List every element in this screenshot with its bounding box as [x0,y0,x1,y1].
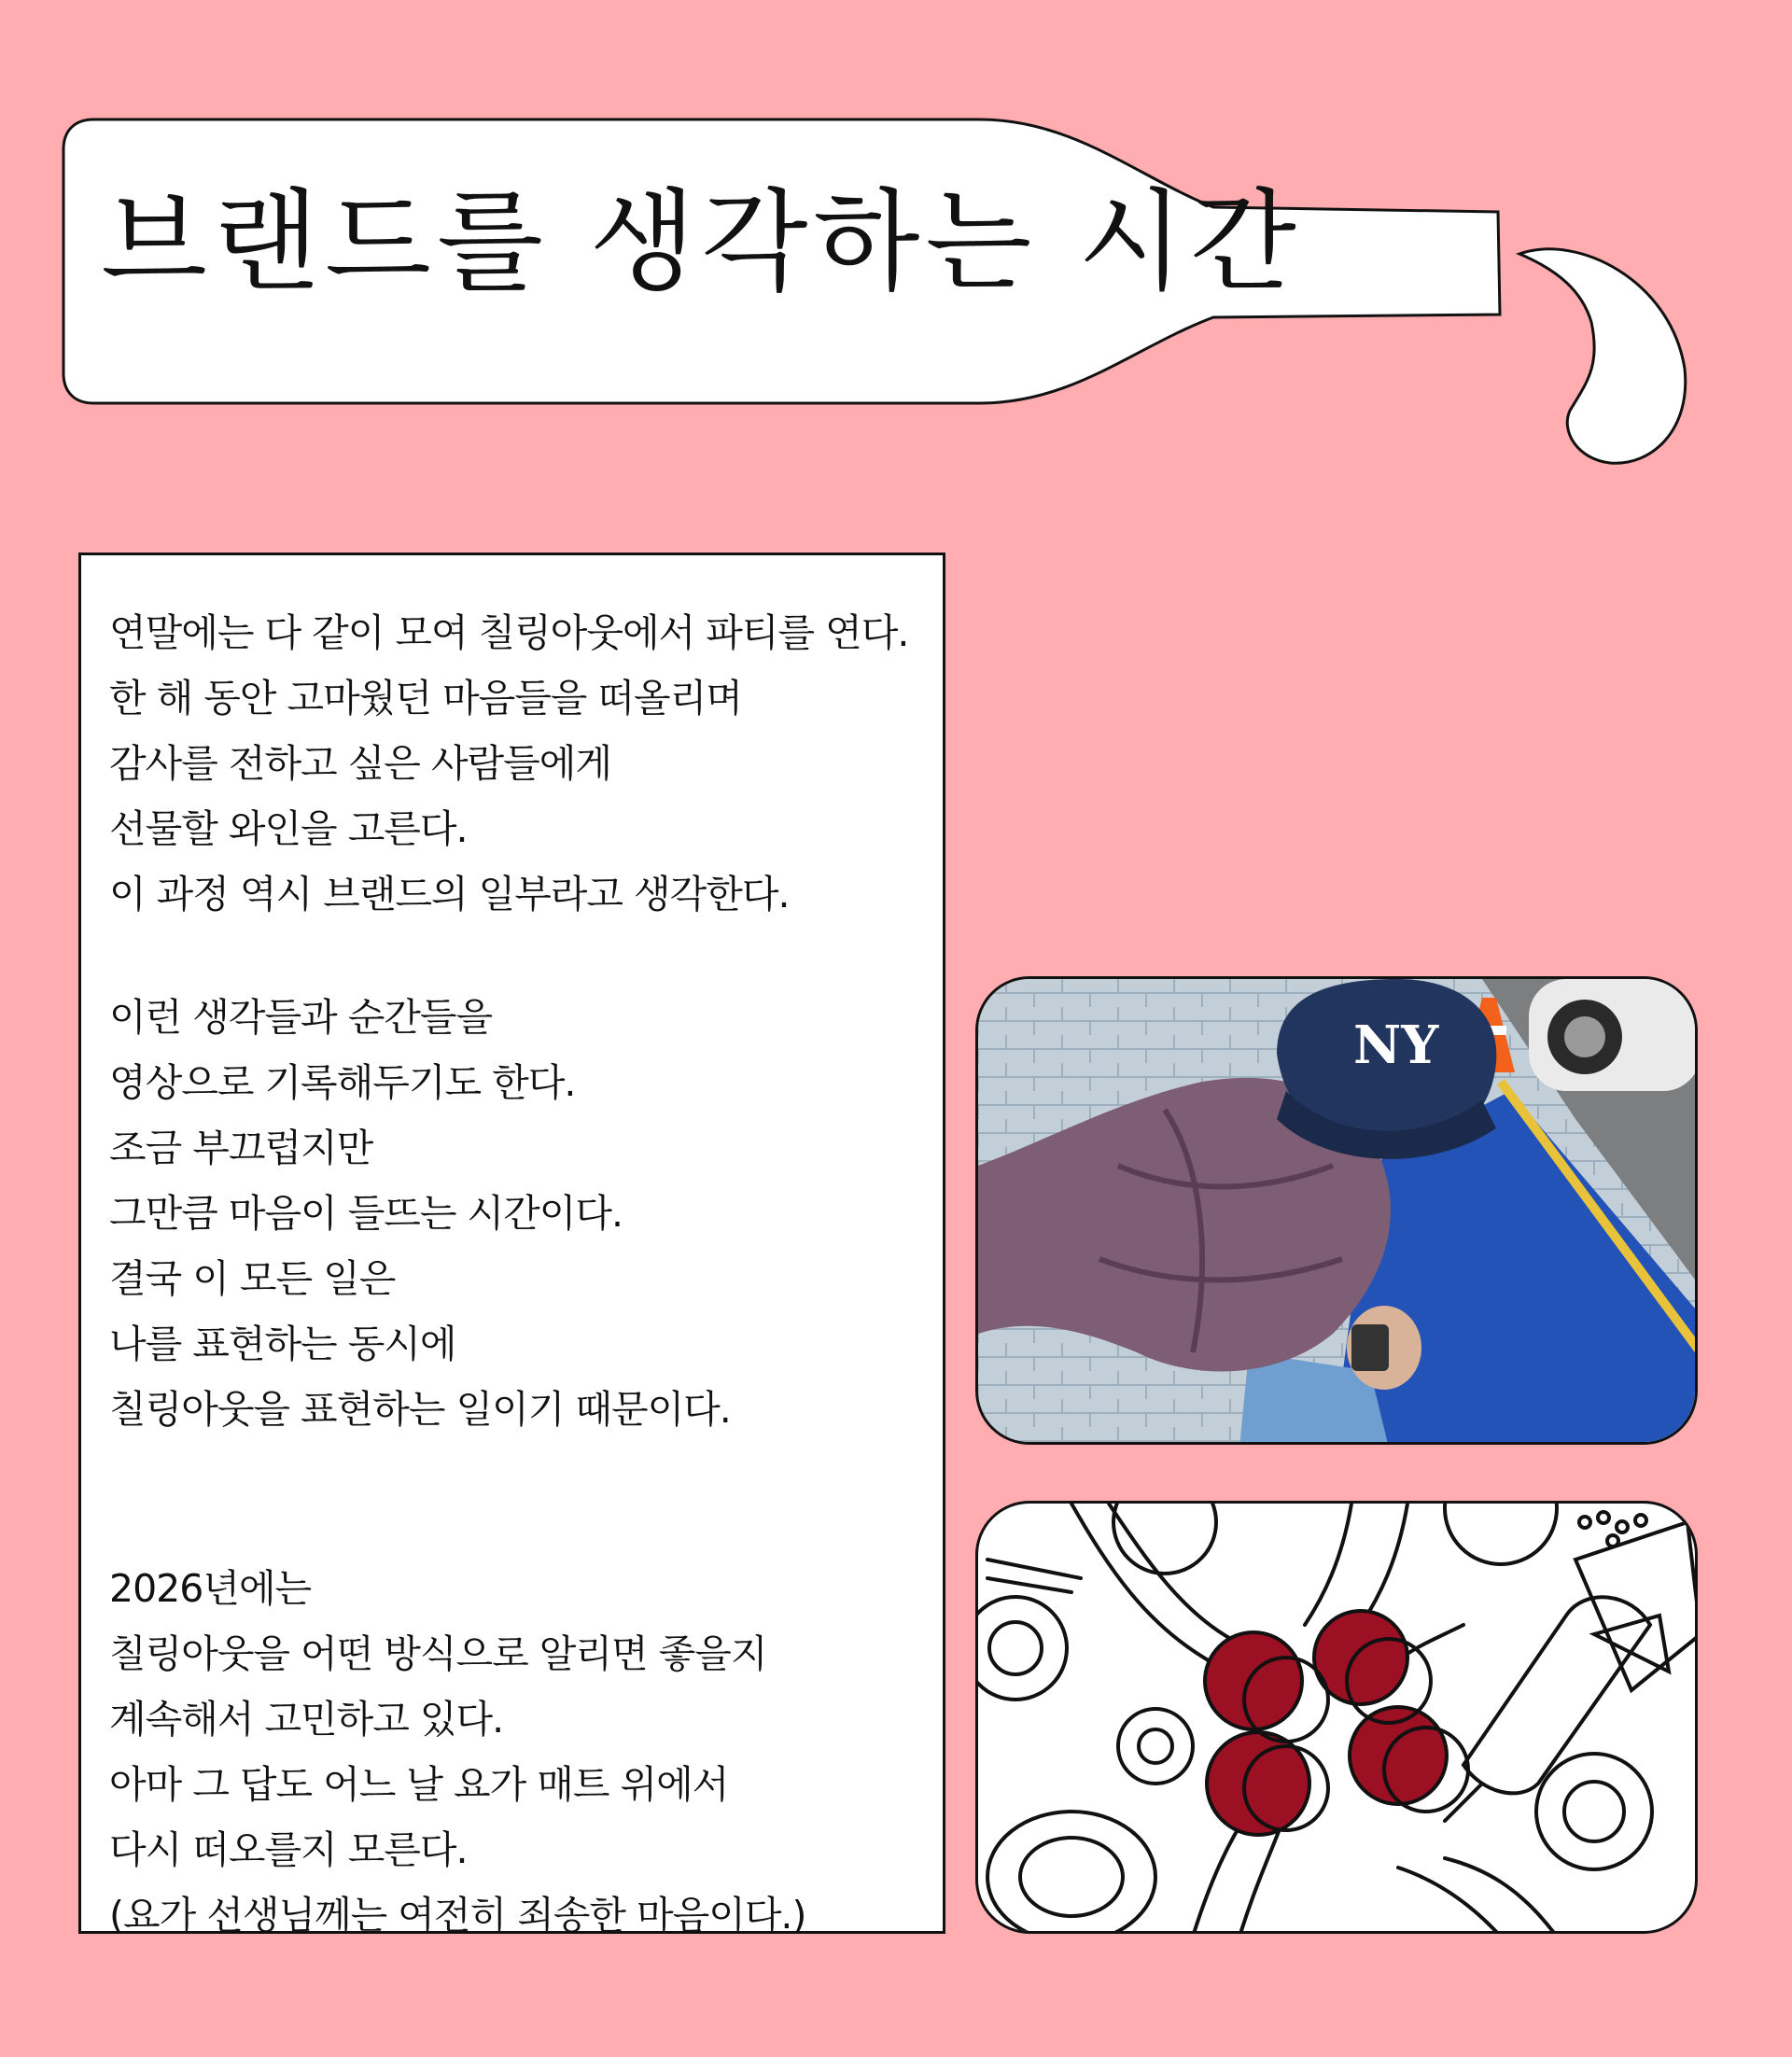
text-line: 결국 이 모든 일은 [109,1256,396,1301]
text-line: 이런 생각들과 순간들을 [109,995,493,1040]
text-line: 이 과정 역시 브랜드의 일부라고 생각한다. [109,872,790,917]
bottle-banner [0,0,1792,485]
page-title: 브랜드를 생각하는 시간 [101,177,1302,306]
text-line: 그만큼 마음이 들뜨는 시간이다. [109,1191,623,1236]
text-line: 2026년에는 [109,1566,312,1611]
text-line: 칠링아웃을 표현하는 일이기 때문이다. [109,1387,731,1432]
text-line: 감사를 전하고 싶은 사람들에게 [109,741,611,786]
text-line: (요가 선생님께는 여전히 죄송한 마음이다.) [109,1893,806,1938]
paragraph-3 [109,1556,915,1948]
wine-toast-drawing [975,1501,1698,1934]
svg-text:NY: NY [1353,1015,1439,1076]
text-line: 계속해서 고민하고 있다. [109,1697,504,1742]
text-line: 다시 떠오를지 모른다. [109,1827,468,1872]
paragraph-1 [109,600,915,927]
wine-toast-illustration-icon [978,1504,1698,1934]
text-panel [78,553,945,1938]
text-line: 연말에는 다 같이 모여 칠링아웃에서 파티를 연다. [109,610,909,655]
text-line: 나를 표현하는 동시에 [109,1322,456,1366]
selfie-photo [975,976,1698,1445]
text-line: 칠링아웃을 어떤 방식으로 알리면 좋을지 [109,1631,767,1676]
text-line: 한 해 동안 고마웠던 마음들을 떠올리며 [109,676,742,721]
selfie-photo-icon [978,979,1698,1445]
text-line: 선물할 와인을 고른다. [109,806,468,851]
text-line: 아마 그 답도 어느 날 요가 매트 위에서 [109,1762,729,1807]
paragraph-2 [109,985,915,1442]
text-line: 영상으로 기록해두기도 한다. [109,1060,576,1105]
text-line: 조금 부끄럽지만 [109,1126,373,1170]
